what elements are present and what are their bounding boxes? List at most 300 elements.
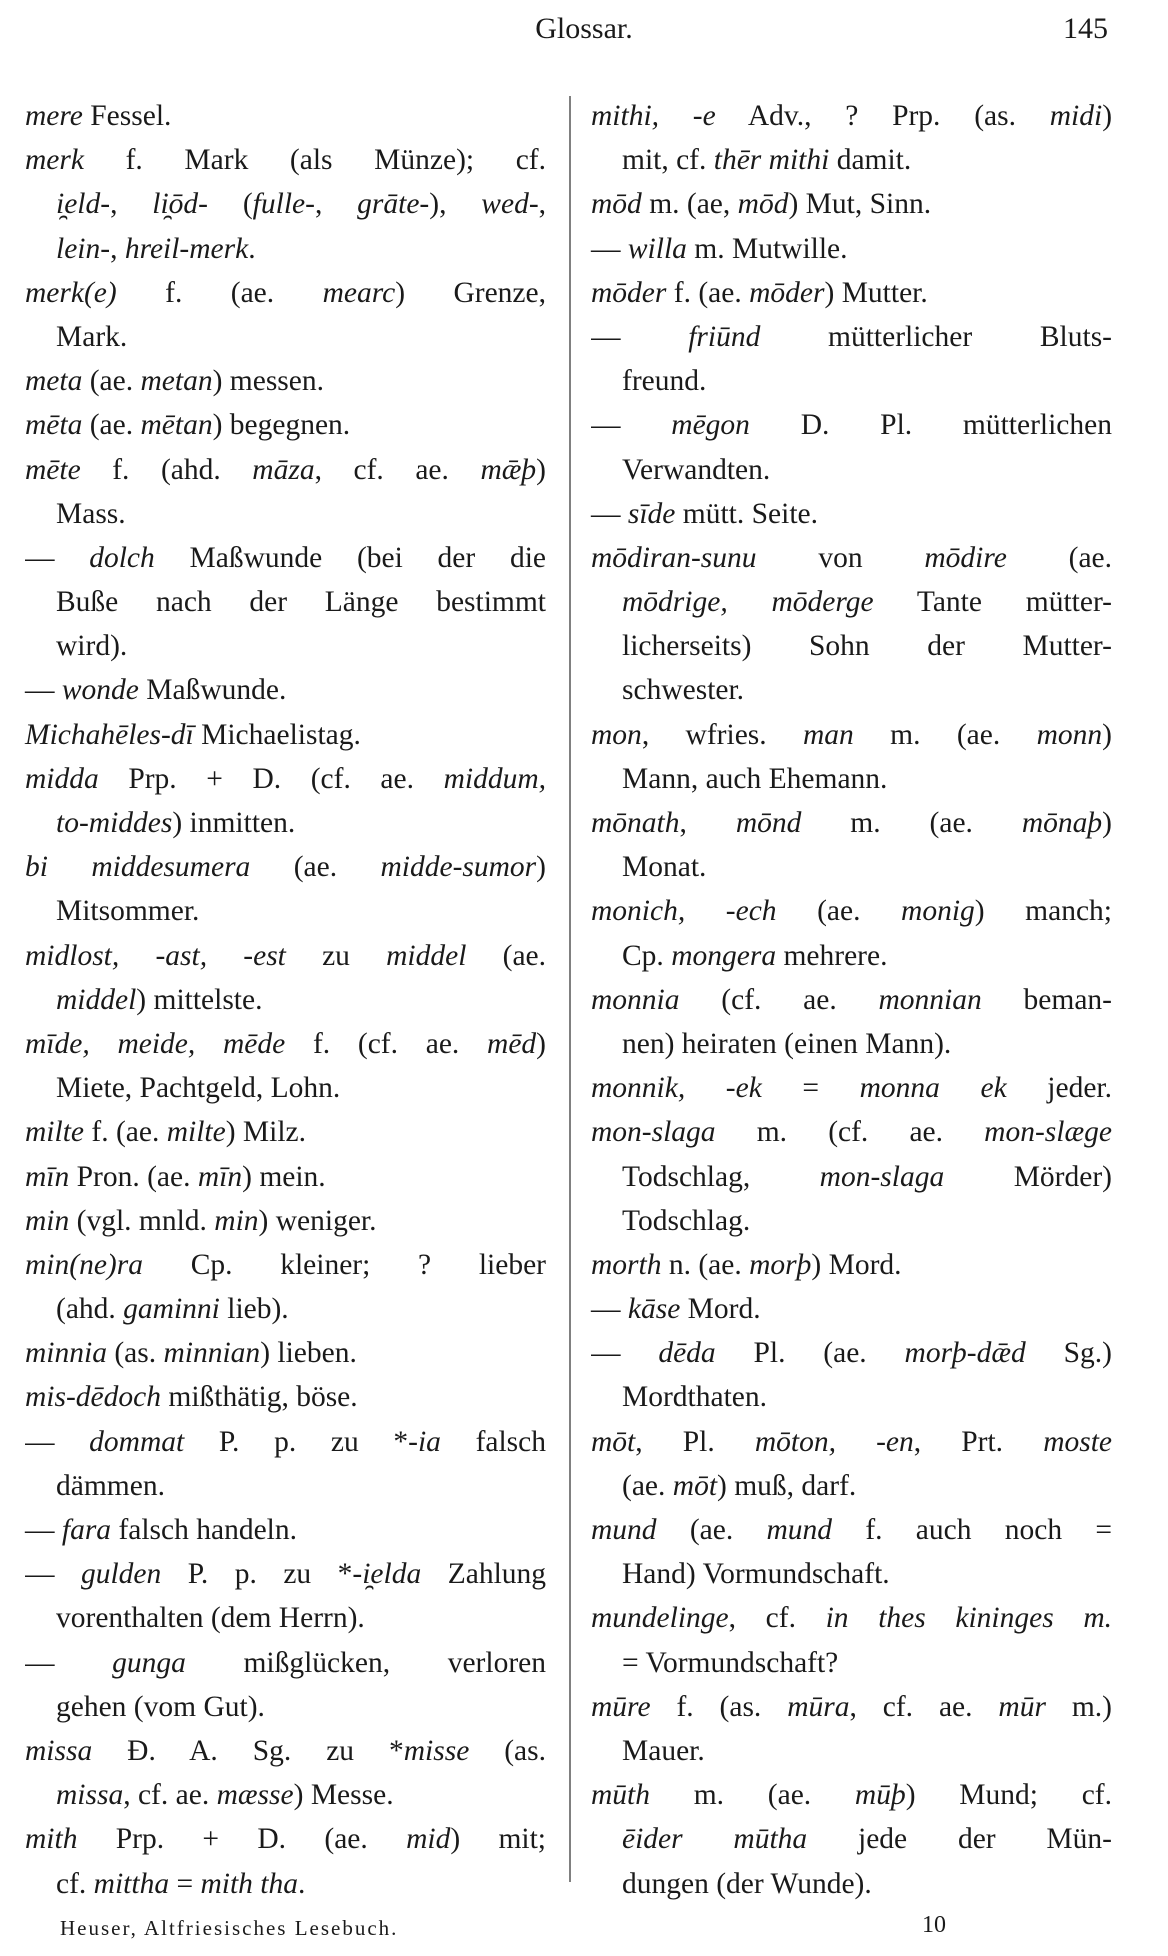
headword-or-cited-form: dēda xyxy=(658,1337,716,1370)
gloss-text: — xyxy=(591,1337,659,1370)
headword-or-cited-form: mēte xyxy=(25,453,81,486)
gloss-text: f. auch noch = xyxy=(832,1514,1112,1546)
gloss-text: m. (ae. xyxy=(801,807,1022,839)
glossary-entry-line xyxy=(25,359,546,403)
gloss-text: mütterlicher Bluts- xyxy=(760,320,1112,353)
headword-or-cited-form: milte xyxy=(25,1116,84,1149)
glossary-line-continuation xyxy=(25,492,546,536)
gloss-text: lieb). xyxy=(219,1293,289,1326)
headword-or-cited-form: mēta xyxy=(25,409,83,442)
gloss-text: — xyxy=(25,1558,81,1591)
headword-or-cited-form: li̯ōd- xyxy=(152,188,208,221)
headword-or-cited-form: gulden xyxy=(80,1558,162,1591)
headword-or-cited-form: in thes kininges m. xyxy=(825,1602,1112,1635)
headword-or-cited-form: merk(e) xyxy=(25,276,117,309)
headword-or-cited-form: fara xyxy=(61,1514,112,1546)
gloss-text: Buße nach der Länge bestimmt xyxy=(56,586,546,619)
gloss-text: — xyxy=(591,1293,628,1326)
headword-or-cited-form: mere xyxy=(25,100,83,132)
glossary-entry-line xyxy=(25,668,546,712)
headword-or-cited-form: mīn xyxy=(25,1160,70,1193)
gloss-text: Cp. kleiner; ? lieber xyxy=(142,1248,546,1281)
glossary-column-left xyxy=(25,94,546,1906)
gloss-text: zu xyxy=(285,939,387,972)
glossary-line-continuation xyxy=(591,138,1112,182)
gloss-text: cf. xyxy=(56,1867,94,1900)
headword-or-cited-form: ēider mūtha xyxy=(622,1823,808,1856)
gloss-text: P. p. zu *- xyxy=(161,1558,363,1591)
glossary-column-right xyxy=(591,94,1112,1906)
running-header-title: Glossar. xyxy=(535,12,633,45)
headword-or-cited-form: mēd xyxy=(487,1027,537,1060)
gloss-text: f. (as. xyxy=(650,1690,788,1723)
headword-or-cited-form: monna ek xyxy=(859,1072,1007,1105)
headword-or-cited-form: mongera xyxy=(671,939,777,972)
glossary-entry-line xyxy=(591,403,1112,447)
gloss-text: (vgl. mnld. xyxy=(69,1204,215,1237)
glossary-entry-line xyxy=(591,536,1112,580)
gloss-text: falsch handeln. xyxy=(111,1514,298,1546)
gloss-text: Mann, auch Ehemann. xyxy=(622,762,888,795)
gloss-text: ) Mut, Sinn. xyxy=(788,188,932,221)
gloss-text: falsch xyxy=(440,1425,546,1458)
gloss-text: ) messen. xyxy=(212,365,324,398)
gloss-text: ) mit; xyxy=(450,1823,546,1856)
glossary-entry-line xyxy=(591,492,1112,536)
gloss-text: = xyxy=(169,1867,201,1900)
glossary-entry-line xyxy=(25,1155,546,1199)
headword-or-cited-form: mon-slaga xyxy=(819,1160,945,1193)
gloss-text: Mauer. xyxy=(622,1734,705,1767)
gloss-text: ) xyxy=(536,453,546,486)
headword-or-cited-form: monig xyxy=(901,895,975,928)
headword-or-cited-form: wed- xyxy=(481,188,539,221)
headword-or-cited-form: mōnaþ xyxy=(1021,807,1103,839)
headword-or-cited-form: missa xyxy=(25,1734,93,1767)
glossary-line-continuation xyxy=(25,182,546,226)
headword-or-cited-form: misse xyxy=(403,1734,470,1767)
glossary-line-continuation xyxy=(25,1596,546,1640)
glossary-entry-line xyxy=(591,801,1112,845)
headword-or-cited-form: middum, xyxy=(443,762,546,795)
headword-or-cited-form: mith tha xyxy=(200,1867,298,1900)
headword-or-cited-form: Michahēles-dī xyxy=(25,718,194,751)
gloss-text: mißthätig, böse. xyxy=(161,1381,358,1414)
gloss-text: ) manch; xyxy=(974,895,1112,928)
headword-or-cited-form: mūth xyxy=(591,1779,650,1812)
gloss-text: m. (cf. ae. xyxy=(715,1116,985,1149)
headword-or-cited-form: mōdiran-sunu xyxy=(591,541,757,574)
headword-or-cited-form: min xyxy=(214,1204,259,1237)
glossary-entry-line xyxy=(25,757,546,801)
gloss-text: ) lieben. xyxy=(260,1337,357,1370)
gloss-text: (ahd. xyxy=(56,1293,124,1326)
glossary-entry-line xyxy=(25,934,546,978)
glossary-line-continuation xyxy=(591,624,1112,668)
gloss-text: ) Grenze, xyxy=(395,276,546,309)
gloss-text: f. (ahd. xyxy=(80,453,253,486)
gloss-text: ) muß, darf. xyxy=(717,1469,857,1502)
headword-or-cited-form: milte xyxy=(166,1116,226,1149)
glossary-line-continuation xyxy=(25,1066,546,1110)
gloss-text: Fessel. xyxy=(82,100,172,132)
headword-or-cited-form: māza xyxy=(252,453,315,486)
gloss-text: ) xyxy=(1102,718,1112,751)
gloss-text: — xyxy=(591,232,628,265)
gloss-text: Adv., ? Prp. (as. xyxy=(715,100,1050,132)
headword-or-cited-form: lein- xyxy=(56,232,111,265)
headword-or-cited-form: morþ-dǣd xyxy=(904,1337,1026,1370)
gloss-text: ) xyxy=(1102,100,1112,132)
glossary-entry-line xyxy=(25,1243,546,1287)
headword-or-cited-form: mōnd xyxy=(735,807,802,839)
headword-or-cited-form: merk xyxy=(25,144,84,177)
glossary-line-continuation xyxy=(25,1287,546,1331)
gloss-text: f. Mark (als Münze); cf. xyxy=(83,144,546,177)
gloss-text: Prp. + D. (cf. ae. xyxy=(98,762,444,795)
page-number: 145 xyxy=(1063,12,1108,45)
headword-or-cited-form: hreil-merk xyxy=(124,232,249,265)
glossary-entry-line xyxy=(25,1641,546,1685)
glossary-line-continuation xyxy=(25,889,546,933)
headword-or-cited-form: wonde xyxy=(61,674,139,707)
glossary-line-continuation xyxy=(25,1464,546,1508)
glossary-entry-line xyxy=(591,227,1112,271)
gloss-text: , wfries. xyxy=(641,718,803,751)
footer-source-line: Heuser, Altfriesisches Lesebuch. xyxy=(60,1916,399,1940)
headword-or-cited-form: dolch xyxy=(89,541,155,574)
gloss-text: beman- xyxy=(981,983,1112,1016)
gloss-text: (ae. xyxy=(466,939,546,972)
headword-or-cited-form: sīde xyxy=(627,497,676,530)
gloss-text: mütt. Seite. xyxy=(675,497,818,530)
glossary-entry-line xyxy=(591,94,1112,138)
gloss-text: ) inmitten. xyxy=(172,807,296,839)
headword-or-cited-form: morth xyxy=(591,1248,662,1281)
gloss-text: — xyxy=(25,674,62,707)
gloss-text: Hand) Vormundschaft. xyxy=(622,1558,890,1591)
gloss-text: dungen (der Wunde). xyxy=(622,1867,872,1900)
headword-or-cited-form: meta xyxy=(25,365,83,398)
gloss-text: jeder. xyxy=(1006,1072,1112,1105)
headword-or-cited-form: mundelinge xyxy=(591,1602,729,1635)
gloss-text: f. (ae. xyxy=(666,276,750,309)
gloss-text: — xyxy=(25,1425,90,1458)
glossary-entry-line xyxy=(591,713,1112,757)
gloss-text: gehen (vom Gut). xyxy=(56,1690,265,1723)
gloss-text: ) Milz. xyxy=(225,1116,307,1149)
headword-or-cited-form: mūþ xyxy=(854,1779,906,1812)
glossary-line-continuation xyxy=(591,934,1112,978)
headword-or-cited-form: grāte- xyxy=(357,188,430,221)
gloss-text: Maßwunde (bei der die xyxy=(154,541,546,574)
gloss-text: (as. xyxy=(469,1734,546,1767)
headword-or-cited-form: moste xyxy=(1043,1425,1112,1458)
gloss-text: ) Mutter. xyxy=(824,276,928,309)
headword-or-cited-form: willa xyxy=(627,232,687,265)
gloss-text: — xyxy=(591,320,689,353)
glossary-line-continuation xyxy=(591,1464,1112,1508)
glossary-entry-line xyxy=(591,182,1112,226)
glossary-entry-line xyxy=(591,1243,1112,1287)
gloss-text: ) Mund; cf. xyxy=(905,1779,1112,1812)
gloss-text: P. p. zu *- xyxy=(184,1425,418,1458)
headword-or-cited-form: mōd xyxy=(591,188,642,221)
gloss-text: — xyxy=(591,497,628,530)
gloss-text: damit. xyxy=(829,144,912,177)
glossary-entry-line xyxy=(591,1596,1112,1640)
glossary-line-continuation xyxy=(25,978,546,1022)
gloss-text: (ae. xyxy=(82,365,141,398)
gloss-text: f. (cf. ae. xyxy=(285,1027,488,1060)
headword-or-cited-form: dommat xyxy=(89,1425,185,1458)
gloss-text: von xyxy=(756,541,925,574)
glossary-entry-line xyxy=(591,1773,1112,1817)
headword-or-cited-form: monnian xyxy=(878,983,982,1016)
gloss-text: mit, cf. xyxy=(622,144,714,177)
glossary-entry-line xyxy=(591,1420,1112,1464)
headword-or-cited-form: mōton, -en xyxy=(754,1425,914,1458)
gloss-text: Cp. xyxy=(622,939,672,972)
glossary-entry-line xyxy=(25,1508,546,1552)
glossary-entry-line xyxy=(25,845,546,889)
headword-or-cited-form: mis-dēdoch xyxy=(25,1381,161,1414)
glossary-entry-line xyxy=(25,536,546,580)
gloss-text: = xyxy=(761,1072,860,1105)
gloss-text: Tante mütter- xyxy=(873,586,1112,619)
gloss-text: ) Messe. xyxy=(293,1779,394,1812)
glossary-line-continuation xyxy=(591,1641,1112,1685)
headword-or-cited-form: mētan xyxy=(140,409,213,442)
headword-or-cited-form: midda xyxy=(25,762,99,795)
glossary-entry-line xyxy=(25,403,546,447)
gloss-text: ) begegnen. xyxy=(212,409,351,442)
headword-or-cited-form: mearc xyxy=(322,276,396,309)
gloss-text: freund. xyxy=(622,365,707,398)
glossary-line-continuation xyxy=(591,668,1112,712)
gloss-text: , xyxy=(110,188,153,221)
glossary-entry-line xyxy=(591,315,1112,359)
glossary-line-continuation xyxy=(25,801,546,845)
gloss-text: . xyxy=(248,232,256,265)
gloss-text: Maßwunde. xyxy=(138,674,287,707)
headword-or-cited-form: mōnath xyxy=(591,807,680,839)
gloss-text: , Pl. xyxy=(635,1425,755,1458)
gloss-text: — xyxy=(25,1646,113,1679)
glossary-line-continuation xyxy=(591,1729,1112,1773)
gloss-text: ), xyxy=(429,188,482,221)
glossary-line-continuation xyxy=(25,315,546,359)
gloss-text: , xyxy=(314,188,358,221)
headword-or-cited-form: mōd xyxy=(737,188,789,221)
headword-or-cited-form: bi middesumera xyxy=(25,851,251,884)
headword-or-cited-form: monn xyxy=(1036,718,1103,751)
gloss-text: ) xyxy=(536,851,546,884)
gloss-text: Mörder) xyxy=(944,1160,1112,1193)
glossary-line-continuation xyxy=(591,1552,1112,1596)
headword-or-cited-form: mūr xyxy=(998,1690,1046,1723)
gloss-text: , xyxy=(679,807,736,839)
headword-or-cited-form: thēr mithi xyxy=(713,144,830,177)
gloss-text: Pron. (ae. xyxy=(69,1160,198,1193)
gloss-text: Zahlung xyxy=(421,1558,546,1591)
headword-or-cited-form: middel xyxy=(56,983,137,1016)
gloss-text: nen) heiraten (einen Mann). xyxy=(622,1027,952,1060)
headword-or-cited-form: monnik, -ek xyxy=(591,1072,762,1105)
gloss-text: Mitsommer. xyxy=(56,895,200,928)
gloss-text: . xyxy=(298,1867,306,1900)
glossary-entry-line xyxy=(591,889,1112,933)
glossary-line-continuation xyxy=(591,757,1112,801)
glossary-entry-line xyxy=(25,1375,546,1419)
gloss-text: Mordthaten. xyxy=(622,1381,768,1414)
headword-or-cited-form: mōdire xyxy=(924,541,1007,574)
gloss-text: f. (ae. xyxy=(84,1116,167,1149)
headword-or-cited-form: ia xyxy=(417,1425,441,1458)
gloss-text: ( xyxy=(208,188,253,221)
gloss-text: ) xyxy=(536,1027,546,1060)
glossary-line-continuation xyxy=(25,580,546,624)
gloss-text: , xyxy=(538,188,546,221)
headword-or-cited-form: morþ xyxy=(749,1248,812,1281)
gloss-text: vorenthalten (dem Herrn). xyxy=(56,1602,365,1635)
headword-or-cited-form: minnia xyxy=(25,1337,107,1370)
gloss-text: m. Mutwille. xyxy=(686,232,848,265)
headword-or-cited-form: mīn xyxy=(197,1160,243,1193)
gloss-text: Mord. xyxy=(680,1293,761,1326)
glossary-line-continuation xyxy=(591,1817,1112,1861)
gloss-text: f. (ae. xyxy=(116,276,323,309)
gloss-text: Mark. xyxy=(56,320,128,353)
gloss-text: — xyxy=(591,409,672,442)
glossary-entry-line xyxy=(591,1331,1112,1375)
glossary-entry-line xyxy=(25,448,546,492)
gloss-text: , Prt. xyxy=(913,1425,1044,1458)
gloss-text: Sg.) xyxy=(1025,1337,1112,1370)
headword-or-cited-form: mid xyxy=(406,1823,451,1856)
gloss-text: Miete, Pachtgeld, Lohn. xyxy=(56,1072,341,1105)
gloss-text: ) mein. xyxy=(242,1160,326,1193)
headword-or-cited-form: mæsse xyxy=(216,1779,294,1812)
gloss-text: (as. xyxy=(106,1337,164,1370)
glossary-line-continuation xyxy=(591,1375,1112,1419)
gloss-text: , cf. ae. xyxy=(849,1690,999,1723)
glossary-entry-line xyxy=(591,978,1112,1022)
gloss-text: — xyxy=(25,541,90,574)
headword-or-cited-form: minnian xyxy=(163,1337,261,1370)
gloss-text: , cf. ae. xyxy=(123,1779,217,1812)
headword-or-cited-form: mittha xyxy=(93,1867,170,1900)
headword-or-cited-form: midi xyxy=(1049,100,1103,132)
headword-or-cited-form: mūre xyxy=(591,1690,651,1723)
headword-or-cited-form: mon-slæge xyxy=(984,1116,1112,1149)
gloss-text: ) xyxy=(1102,807,1112,839)
headword-or-cited-form: fulle- xyxy=(252,188,315,221)
headword-or-cited-form: min(ne)ra xyxy=(25,1248,143,1281)
gloss-text: mißglücken, verloren xyxy=(185,1646,546,1679)
gloss-text: , xyxy=(110,232,125,265)
headword-or-cited-form: metan xyxy=(140,365,213,398)
headword-or-cited-form: i̯elda xyxy=(362,1558,422,1591)
gloss-text: (ae. xyxy=(776,895,902,928)
glossary-line-continuation xyxy=(25,1685,546,1729)
headword-or-cited-form: mǣþ xyxy=(480,453,537,486)
headword-or-cited-form: monich, -ech xyxy=(591,895,777,928)
gloss-text: licherseits) Sohn der Mutter- xyxy=(622,630,1112,663)
glossary-line-continuation xyxy=(25,1862,546,1906)
headword-or-cited-form: monnia xyxy=(591,983,680,1016)
headword-or-cited-form: mēgon xyxy=(671,409,750,442)
glossary-entry-line xyxy=(25,1420,546,1464)
glossary-entry-line xyxy=(591,271,1112,315)
headword-or-cited-form: mōder xyxy=(591,276,667,309)
gloss-text: ) weniger. xyxy=(258,1204,377,1237)
gloss-text: Prp. + D. (ae. xyxy=(77,1823,407,1856)
headword-or-cited-form: mīde, meide, mēde xyxy=(25,1027,286,1060)
headword-or-cited-form: friūnd xyxy=(688,320,761,353)
gloss-text: (ae. xyxy=(1006,541,1112,574)
gloss-text: ) mittelste. xyxy=(136,983,263,1016)
gloss-text: Todschlag. xyxy=(622,1204,751,1237)
gloss-text: Michaelistag. xyxy=(193,718,361,751)
gloss-text: ) Mord. xyxy=(811,1248,902,1281)
glossary-entry-line xyxy=(25,271,546,315)
glossary-line-continuation xyxy=(591,1199,1112,1243)
headword-or-cited-form: middel xyxy=(386,939,467,972)
headword-or-cited-form: mon xyxy=(591,718,642,751)
column-divider xyxy=(569,96,571,1882)
gloss-text: Monat. xyxy=(622,851,707,884)
headword-or-cited-form: missa xyxy=(56,1779,124,1812)
gloss-text: , cf. xyxy=(728,1602,826,1635)
gloss-text: D. Pl. mütterlichen xyxy=(749,409,1112,442)
glossary-entry-line xyxy=(25,1552,546,1596)
gloss-text: Đ. A. Sg. zu * xyxy=(92,1734,404,1767)
gloss-text: (ae. xyxy=(82,409,141,442)
glossary-entry-line xyxy=(25,713,546,757)
headword-or-cited-form: mōt xyxy=(672,1469,718,1502)
glossary-entry-line xyxy=(25,138,546,182)
headword-or-cited-form: midlost, -ast, -est xyxy=(25,939,286,972)
glossary-entry-line xyxy=(591,1287,1112,1331)
gloss-text: Todschlag, xyxy=(622,1160,820,1193)
gloss-text: m.) xyxy=(1045,1690,1112,1723)
gloss-text: m. (ae. xyxy=(650,1779,855,1812)
glossary-entry-line xyxy=(591,1066,1112,1110)
headword-or-cited-form: mund xyxy=(766,1514,833,1546)
headword-or-cited-form: i̯eld- xyxy=(56,188,111,221)
glossary-entry-line xyxy=(25,1022,546,1066)
headword-or-cited-form: mith xyxy=(25,1823,78,1856)
gloss-text: m. (ae, xyxy=(641,188,738,221)
headword-or-cited-form: gaminni xyxy=(123,1293,220,1326)
gloss-text: m. (ae. xyxy=(853,718,1037,751)
glossary-entry-line xyxy=(25,1110,546,1154)
headword-or-cited-form: mōt xyxy=(591,1425,636,1458)
headword-or-cited-form: man xyxy=(803,718,854,751)
headword-or-cited-form: mōdrige, mōderge xyxy=(622,586,874,619)
gloss-text: schwester. xyxy=(622,674,745,707)
glossary-entry-line xyxy=(591,1685,1112,1729)
headword-or-cited-form: mōder xyxy=(749,276,825,309)
headword-or-cited-form: midde-sumor xyxy=(380,851,537,884)
headword-or-cited-form: min xyxy=(25,1204,70,1237)
headword-or-cited-form: mon-slaga xyxy=(591,1116,716,1149)
gloss-text: , cf. ae. xyxy=(314,453,481,486)
glossary-line-continuation xyxy=(25,227,546,271)
glossary-entry-line xyxy=(591,1110,1112,1154)
gloss-text: — xyxy=(25,1514,62,1546)
